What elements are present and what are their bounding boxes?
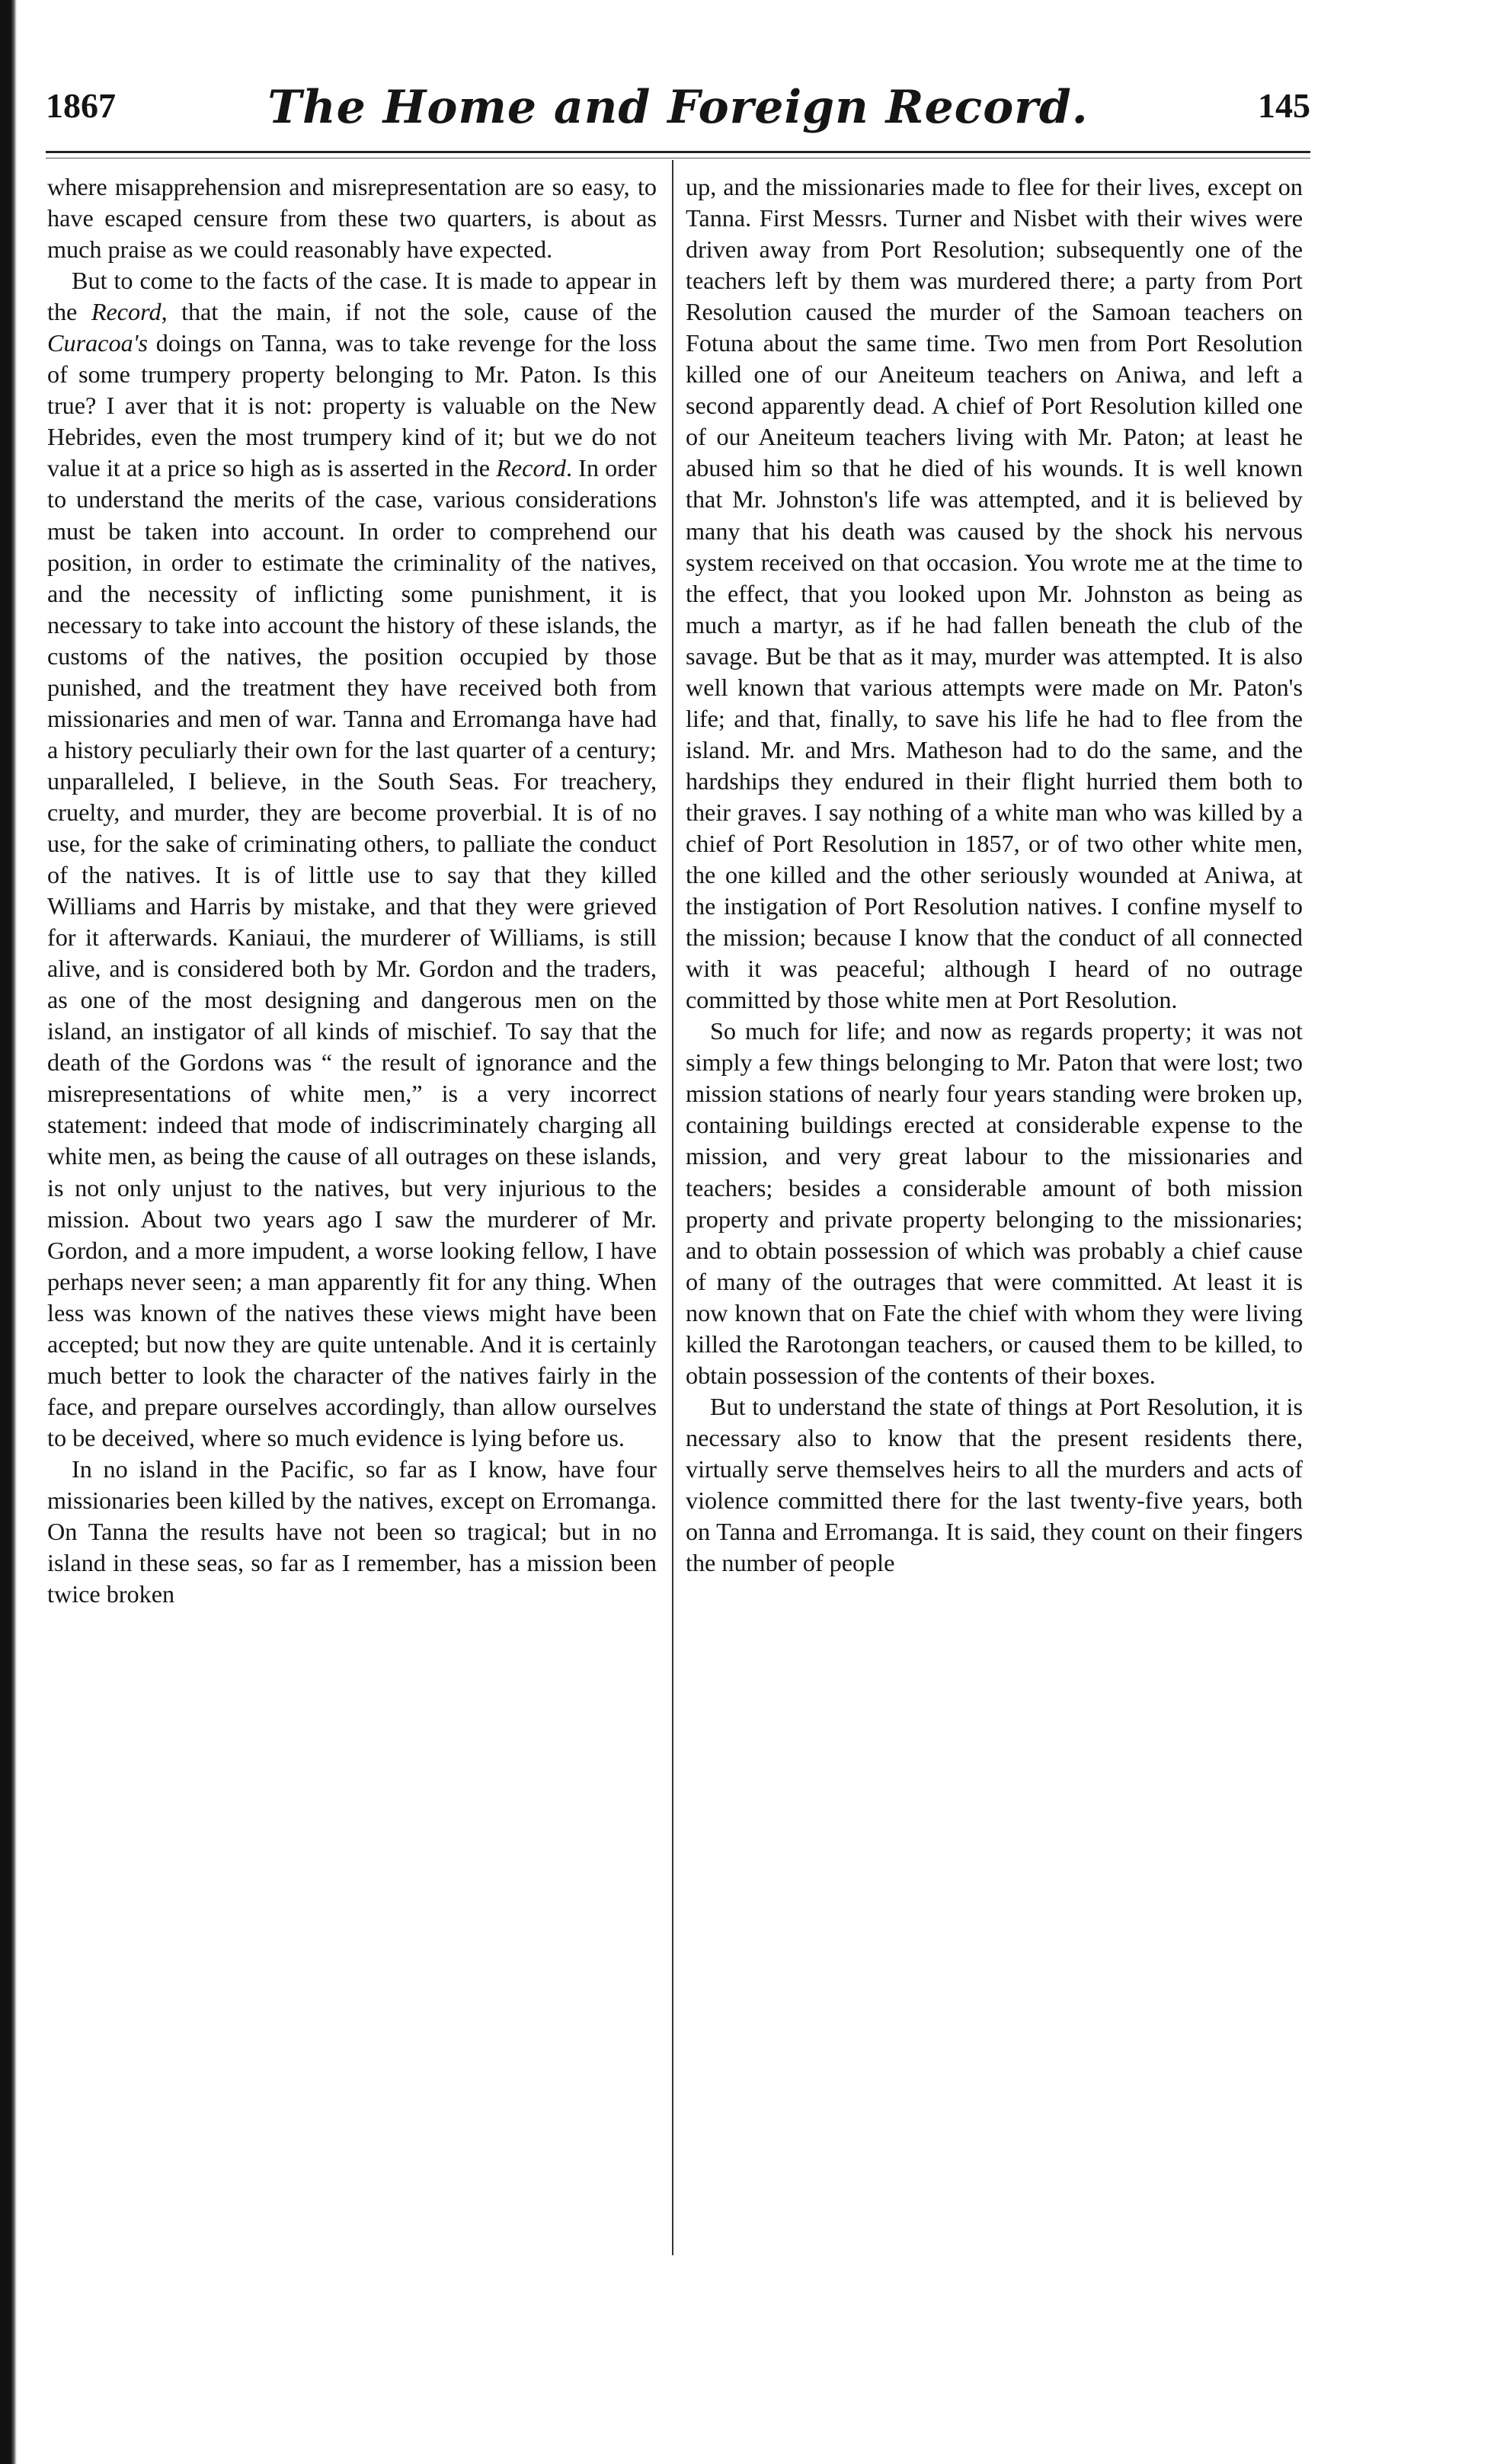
header-year: 1867 — [46, 86, 116, 125]
left-column — [47, 171, 657, 1610]
page-binding-edge — [0, 0, 17, 2464]
column-divider — [672, 160, 673, 2255]
right-column — [686, 171, 1303, 1579]
paragraph: up, and the missionaries made to flee for their lives, except on Tanna. First Messrs. Turner and Nisbet with their wives were driven away from Port Resolution; subsequently one of the teachers left by them was murdered there; a party from Port Resolution caused the murder of the Samoan teachers on Fotuna about the same time. Two men from Port Resolution killed one of our Aneiteum teachers on Aniwa, and left a second apparently dead. A chief of Port Resolution killed one of our Aneiteum teachers living with Mr. Paton; at least he abused him so that he died of his wounds. It is well known that Mr. Johnston's life was attempted, and it is believed by many that his death was caused by the shock his nervous system received on that occasion. You wrote me at the time to the effect, that you looked upon Mr. Johnston as being as much a martyr, as if he had fallen beneath the club of the savage. But be that as it may, murder was attempted. It is also well known that various attempts were made on Mr. Paton's life; and that, finally, to save his life he had to flee from the island. Mr. and Mrs. Matheson had to do the same, and the hardships they endured in their flight hurried them both to their graves. I say nothing of a white man who was killed by a chief of Port Resolution in 1857, or of two other white men, the one killed and the other seriously wounded at Aniwa, at the instigation of Port Resolution natives. I confine myself to the mission; because I know that the conduct of all connected with it was peaceful; although I heard of no outrage committed by those white men at Port Resolution. — [686, 173, 1303, 1014]
paragraph: where misapprehension and misrepresentation are so easy, to have escaped censure from these two quarters, is about as much praise as we could reasonably have expected. — [47, 173, 657, 264]
italic-text: Record — [91, 298, 162, 326]
page-number: 145 — [1258, 86, 1310, 125]
header-rule — [46, 151, 1310, 158]
running-header — [46, 81, 1310, 154]
paragraph: So much for life; and now as regards property; it was not simply a few things belonging to Mr. Paton that were lost; two mission stations of nearly four years standing were broken up, containing buildings erected at considerable expense to the mission, and very great labour to the missionaries and teachers; besides a considerable amount of both mission property and private property belonging to the missionaries; and to obtain possession of which was probably a chief cause of many of the outrages that were committed. At least it is now known that on Fate the chief with whom they were living killed the Rarotongan teachers, or caused them to be killed, to obtain possession of the contents of their boxes. — [686, 1017, 1303, 1389]
text-run: . In order to understand the merits of the case, various considerations must be taken into account. In order to comprehend our position, in order to estimate the criminality of the natives, and the necessity of inflicting some punishment, it is necessary to take into account the history of these islands, the customs of the natives, the position occupied by those punished, and the treatment they have received both from missionaries and men of war. Tanna and Erromanga have had a history peculiarly their own for the last quarter of a century; unparalleled, I believe, in the South Seas. For treachery, cruelty, and murder, they are become proverbial. It is of no use, for the sake of criminating others, to palliate the conduct of the natives. It is of little use to say that they killed Williams and Harris by mistake, and that they were grieved for it afterwards. Kaniaui, the murderer of Williams, is still alive, and is considered both by Mr. Gordon and the traders, as one of the most designing and dangerous men on the island, an instigator of all kinds of mischief. To say that the death of the Gordons was “ the result of ignorance and the misrepresentations of white men,” is a very incorrect statement: indeed that mode of indiscriminately charging all white men, as being the cause of all outrages on these islands, is not only unjust to the natives, but very injurious to the mission. About two years ago I saw the murderer of Mr. Gordon, and a more impudent, a worse looking fellow, I have perhaps never seen; a man apparently fit for any thing. When less was known of the natives these views might have been accepted; but now they are quite untenable. And it is certainly much better to look the character of the natives fairly in the face, and prepare ourselves accordingly, than allow ourselves to be deceived, where so much evidence is lying before us. — [47, 454, 657, 1451]
text-run: , that the main, if not the sole, cause of the — [161, 298, 657, 326]
text-run: But to come to the facts of the case. It is made to appear in the — [47, 267, 657, 326]
journal-title: The Home and Foreign Record. — [267, 81, 1089, 134]
italic-text: Curacoa's — [47, 329, 149, 357]
paragraph: In no island in the Pacific, so far as I know, have four missionaries been killed by the natives, except on Erromanga. On Tanna the results have not been so tragical; but in no island in these seas, so far as I remember, has a mission been twice broken — [47, 1454, 657, 1608]
paragraph: But to understand the state of things at Port Resolution, it is necessary also to know that the present residents there, virtually serve themselves heirs to all the murders and acts of violence committed there for the last twenty-five years, both on Tanna and Erromanga. It is said, they count on their fingers the number of people — [686, 1392, 1303, 1577]
text-run: doings on Tanna, was to take revenge for the loss of some trumpery property belonging to Mr. Paton. Is this true? I aver that it is not: property is valuable on the New Hebrides, even the most trumpery kind of it; but we do not value it at a price so high as is asserted in the — [47, 329, 657, 482]
paragraph — [47, 265, 657, 1454]
italic-text: Record — [496, 454, 566, 482]
